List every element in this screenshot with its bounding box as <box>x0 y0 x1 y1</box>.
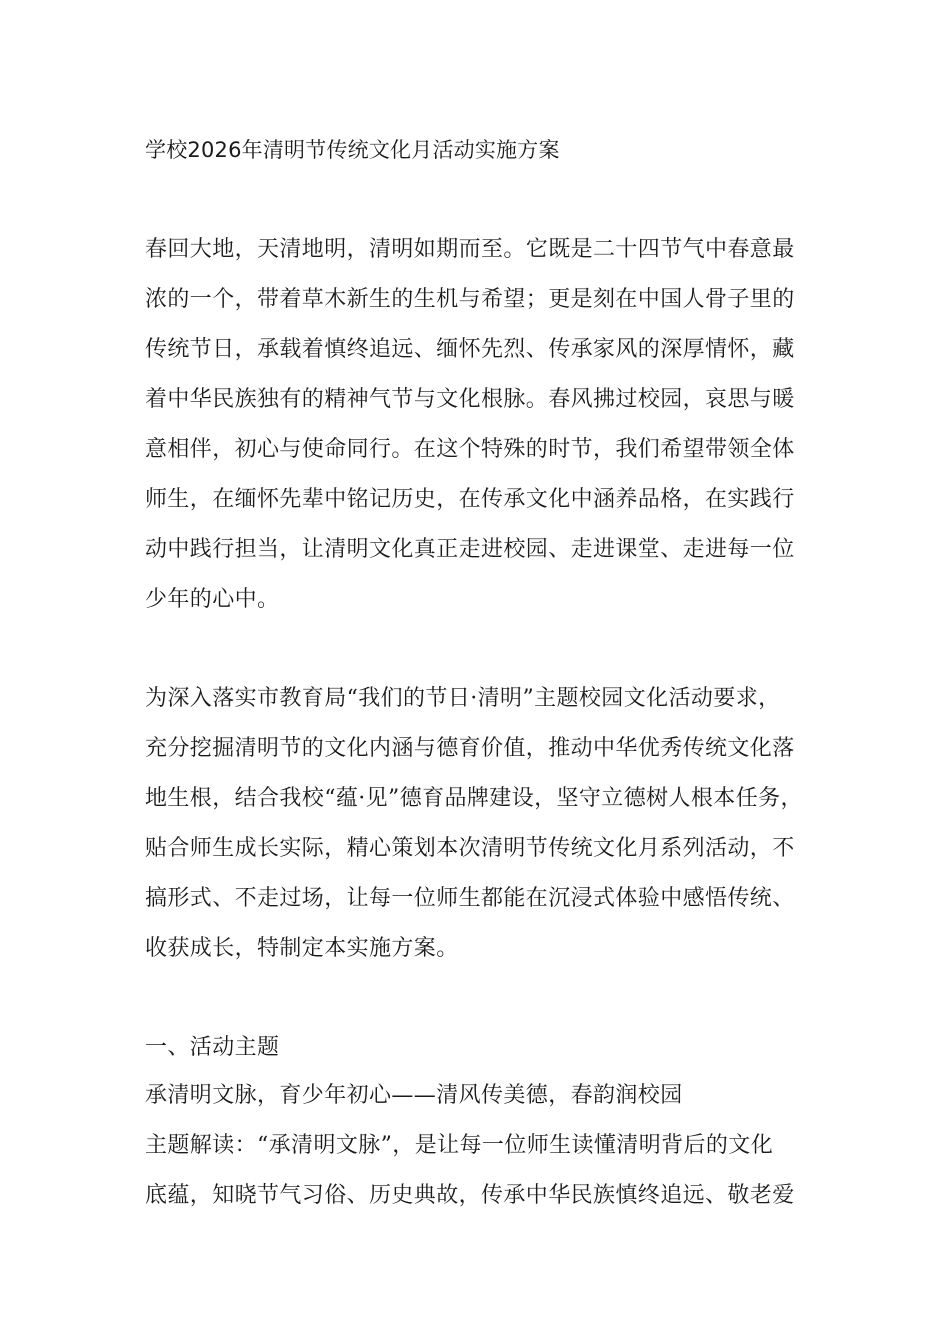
paragraph-line: 传统节日，承载着慎终追远、缅怀先烈、传承家风的深厚情怀，藏 <box>145 337 795 362</box>
paragraph-line: 底蕴，知晓节气习俗、历史典故，传承中华民族慎终追远、敬老爱 <box>145 1183 795 1208</box>
document-title: 学校2026年清明节传统文化月活动实施方案 <box>145 138 560 162</box>
paragraph-line: 收获成长，特制定本实施方案。 <box>145 936 459 961</box>
paragraph-line: 春回大地，天清地明，清明如期而至。它既是二十四节气中春意最 <box>145 237 795 262</box>
paragraph-line: 师生，在缅怀先辈中铭记历史，在传承文化中涵养品格，在实践行 <box>145 487 795 512</box>
theme-line: 承清明文脉，育少年初心——清风传美德，春韵润校园 <box>145 1083 683 1108</box>
paragraph-line: 着中华民族独有的精神气节与文化根脉。春风拂过校园，哀思与暖 <box>145 387 795 412</box>
paragraph-line: 少年的心中。 <box>145 587 280 612</box>
paragraph-line: 动中践行担当，让清明文化真正走进校园、走进课堂、走进每一位 <box>145 537 795 562</box>
paragraph-line: 浓的一个，带着草木新生的生机与希望；更是刻在中国人骨子里的 <box>145 287 795 312</box>
paragraph-line: 意相伴，初心与使命同行。在这个特殊的时节，我们希望带领全体 <box>145 437 795 462</box>
section-heading: 一、活动主题 <box>145 1035 280 1060</box>
paragraph-line: 主题解读：“承清明文脉”，是让每一位师生读懂清明背后的文化 <box>145 1133 774 1158</box>
paragraph-line: 贴合师生成长实际，精心策划本次清明节传统文化月系列活动，不 <box>145 836 795 861</box>
paragraph-line: 搞形式、不走过场，让每一位师生都能在沉浸式体验中感悟传统、 <box>145 886 795 911</box>
paragraph-line: 为深入落实市教育局“我们的节日·清明”主题校园文化活动要求， <box>145 686 781 711</box>
paragraph-line: 充分挖掘清明节的文化内涵与德育价值，推动中华优秀传统文化落 <box>145 736 795 761</box>
paragraph-line: 地生根，结合我校“蕴·见”德育品牌建设，坚守立德树人根本任务， <box>145 786 803 811</box>
